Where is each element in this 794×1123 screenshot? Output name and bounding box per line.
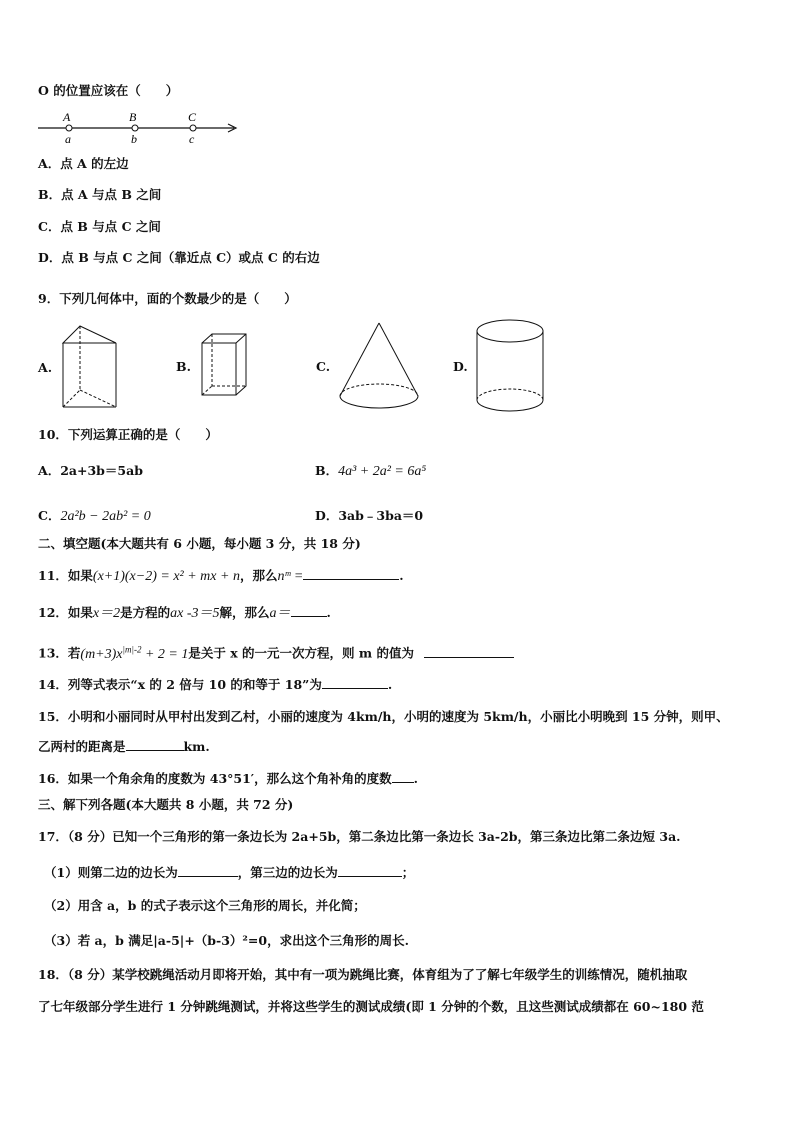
q18-line2: 了七年级部分学生进行 1 分钟跳绳测试，并将这些学生的测试成绩(即 1 分钟的个数，且这些测试成绩都在 60~180 范 (38, 999, 704, 1014)
value-c: c (189, 132, 195, 146)
answer-blank[interactable] (303, 567, 399, 580)
q12: 12．如果x＝2是方程的ax -3＝5解，那么a＝ . (38, 605, 331, 621)
point-a (66, 125, 72, 131)
cylinder-figure (475, 318, 545, 414)
q8-option-a: A．点 A 的左边 (38, 156, 129, 171)
cone-figure (338, 320, 420, 412)
q8-option-d: D．点 B 与点 C 之间（靠近点 C）或点 C 的右边 (38, 250, 320, 265)
q9-stem: 9．下列几何体中，面的个数最少的是（ ） (38, 291, 297, 306)
q17-part3: （3）若 a，b 满足|a-5|+（b-3）²=0，求出这个三角形的周长. (44, 933, 409, 948)
value-a: a (65, 132, 71, 146)
label-C: C (188, 110, 197, 124)
answer-blank[interactable] (291, 604, 327, 617)
q10-option-d: D．3ab﹣3ba＝0 (315, 508, 424, 523)
point-c (190, 125, 196, 131)
answer-blank[interactable] (322, 676, 388, 689)
q9-label-b: B. (176, 359, 191, 374)
point-b (132, 125, 138, 131)
q13: 13．若$(m+3)x^{|m|-2} + 2 = 1$是关于 x 的一元一次方程，则 m 的值为 (38, 640, 514, 664)
q17-part2: （2）用含 a，b 的式子表示这个三角形的周长，并化简； (44, 898, 366, 913)
value-b: b (131, 132, 137, 146)
q10-option-a: A．2a+3b＝5ab (38, 463, 143, 478)
triangular-prism-figure (60, 323, 120, 411)
answer-blank[interactable] (178, 864, 238, 877)
label-A: A (63, 110, 71, 124)
q17-stem: 17．（8 分）已知一个三角形的第一条边长为 2a+5b，第二条边比第一条边长 3a-2b，第三条边比第二条边短 3a. (38, 829, 681, 844)
q15-line1: 15．小明和小丽同时从甲村出发到乙村，小丽的速度为 4km/h，小明的速度为 5km/h，小丽比小明晚到 15 分钟，则甲、 (38, 709, 729, 724)
section-3-title: 三、解下列各题(本大题共 8 小题，共 72 分) (38, 797, 294, 812)
q10-option-c: C．2a²b − 2ab² = 0 (38, 508, 151, 524)
answer-blank[interactable] (424, 645, 514, 658)
q17-part1: （1）则第二边的边长为 ，第三边的边长为 ； (44, 865, 415, 880)
q14: 14．列等式表示“x 的 2 倍与 10 的和等于 18”为 . (38, 677, 393, 692)
number-line-figure (36, 110, 246, 146)
q11: 11．如果(x+1)(x−2) = x² + mx + n，那么nᵐ = . (38, 568, 404, 584)
q9-label-c: C. (316, 359, 331, 374)
answer-blank[interactable] (126, 738, 184, 751)
q9-label-a: A. (38, 360, 53, 375)
q8-stem: O 的位置应该在（ ） (38, 83, 179, 98)
q8-option-b: B．点 A 与点 B 之间 (38, 187, 162, 202)
cuboid-figure (199, 331, 249, 397)
q10-stem: 10．下列运算正确的是（ ） (38, 427, 218, 442)
q18-line1: 18．（8 分）某学校跳绳活动月即将开始，其中有一项为跳绳比赛，体育组为了了解七年级学生的训练情况，随机抽取 (38, 967, 688, 982)
q10-option-b: B．4a³ + 2a² = 6a⁵ (315, 463, 427, 479)
q8-option-c: C．点 B 与点 C 之间 (38, 219, 161, 234)
q16: 16．如果一个角余角的度数为 43°51′，那么这个角补角的度数 . (38, 771, 418, 786)
section-2-title: 二、填空题(本大题共有 6 小题，每小题 3 分，共 18 分) (38, 536, 361, 551)
answer-blank[interactable] (392, 770, 414, 783)
answer-blank[interactable] (338, 864, 402, 877)
q9-label-d: D. (453, 359, 468, 374)
q15-line2: 乙两村的距离是 km. (38, 739, 210, 754)
label-B: B (129, 110, 137, 124)
